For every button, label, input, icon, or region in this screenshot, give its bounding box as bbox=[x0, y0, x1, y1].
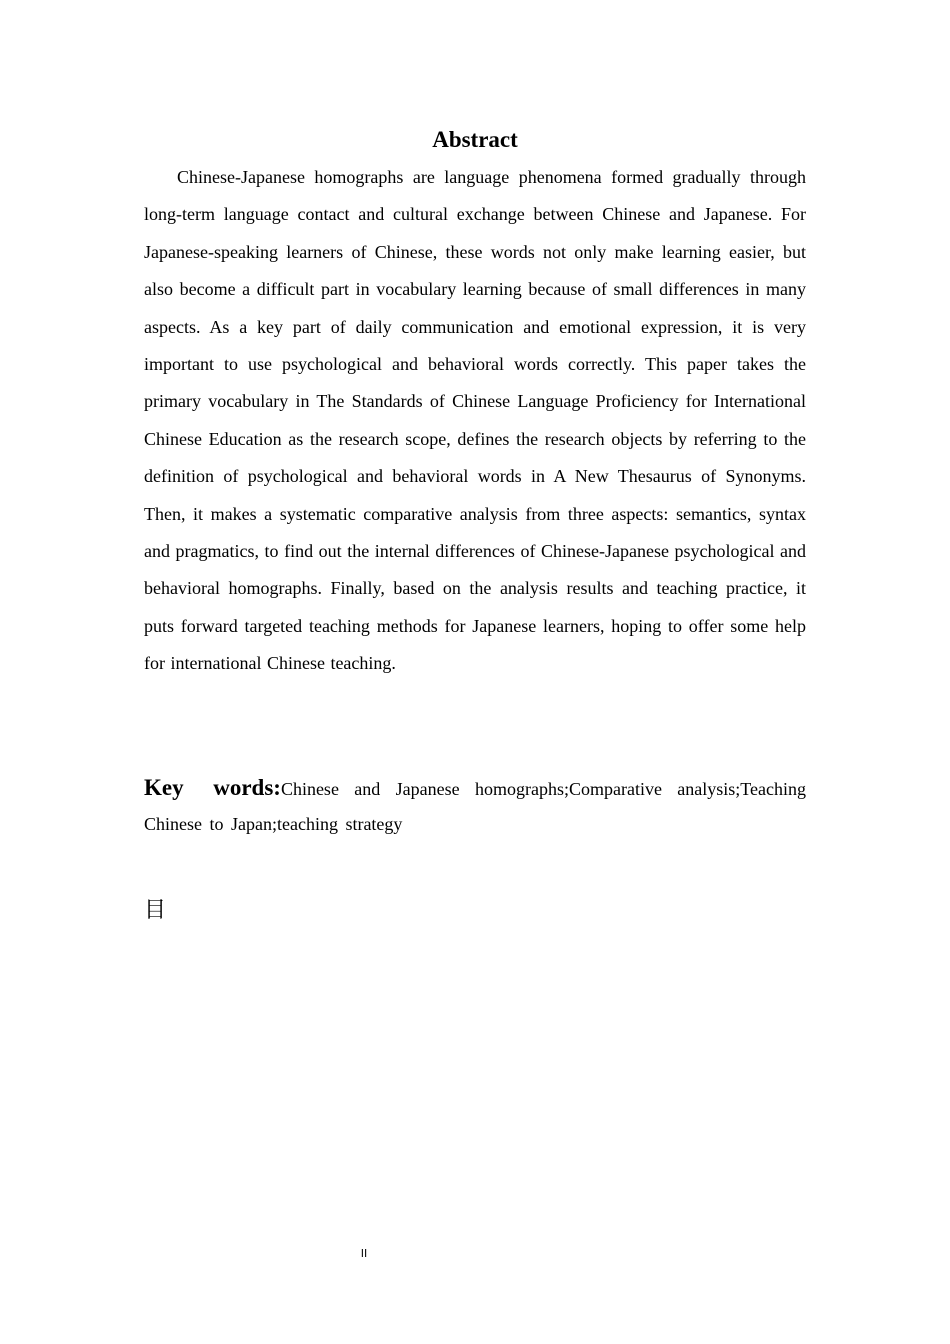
page-number: II bbox=[360, 1247, 368, 1260]
toc-heading-fragment: 目 bbox=[144, 898, 167, 923]
abstract-paragraph: Chinese-Japanese homographs are language phenomena formed gradually through long-term language contact and cultural exchange between Chinese and Japanese. For Japanese-speaking learners of Chinese, these words not only make learning easier, but also become a difficult part in vocabulary learning because of small differences in many aspects. As a key part of daily communication and emotional expression, it is very important to use psychological and behavioral words correctly. This paper takes the primary vocabulary in The Standards of Chinese Language Proficiency for International Chinese Education as the research scope, defines the research objects by referring to the definition of psychological and behavioral words in A New Thesaurus of Synonyms. Then, it makes a systematic comparative analysis from three aspects: semantics, syntax and pragmatics, to find out the internal differences of Chinese-Japanese psychological and behavioral homographs. Finally, based on the analysis results and teaching practice, it puts forward targeted teaching methods for Japanese learners, hoping to offer some help for international Chinese teaching. bbox=[144, 167, 806, 674]
abstract-title: Abstract bbox=[432, 127, 518, 152]
keywords-paragraph bbox=[144, 770, 806, 842]
keywords-text: Chinese and Japanese homographs;Comparative analysis;Teaching Chinese to Japan;teaching strategy bbox=[144, 779, 806, 834]
keywords-label: Key words: bbox=[144, 775, 281, 800]
